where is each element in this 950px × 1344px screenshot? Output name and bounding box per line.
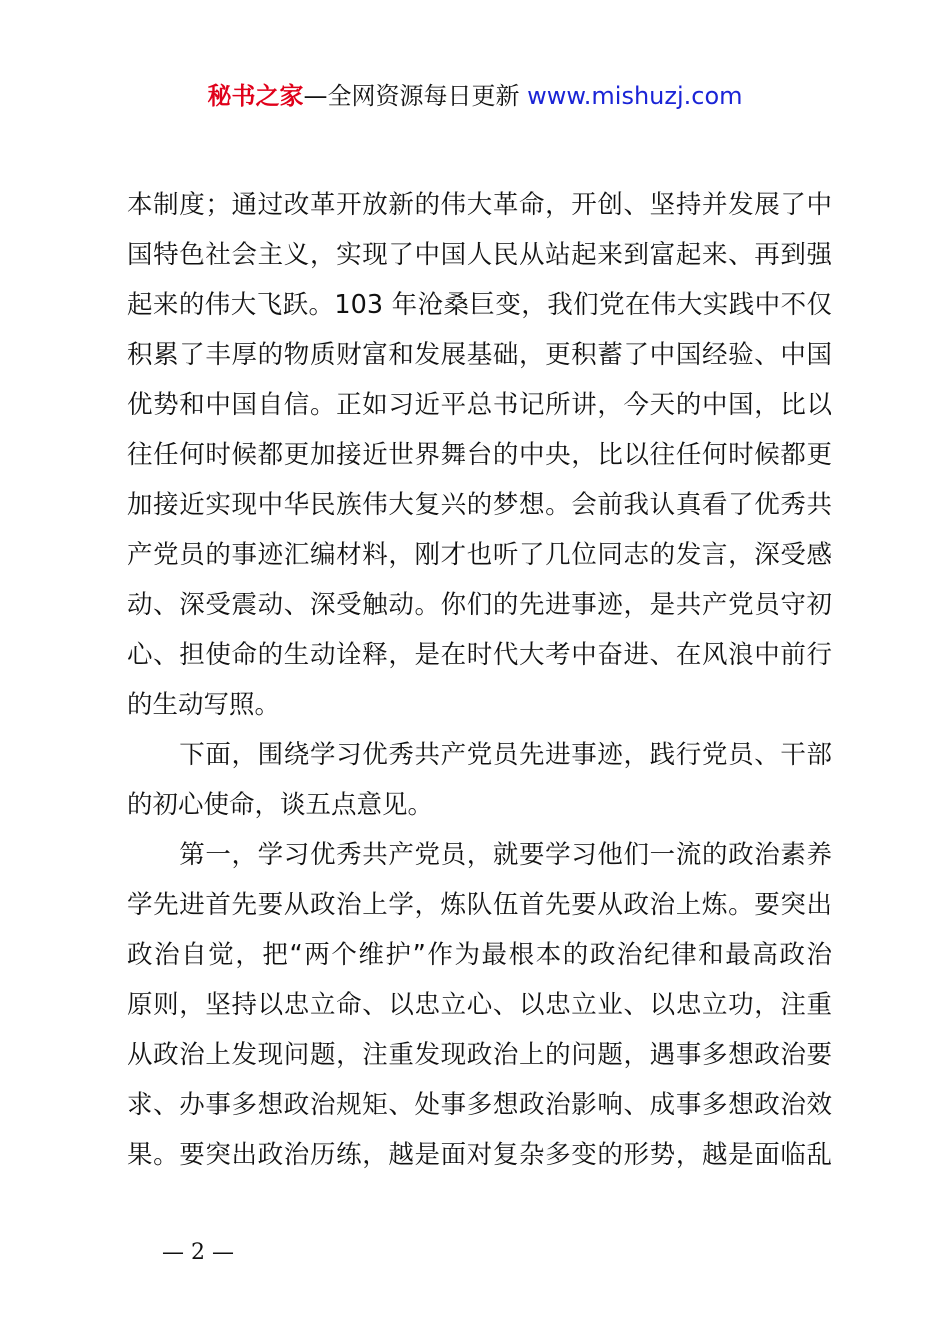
site-tagline: —全网资源每日更新 — [303, 82, 520, 110]
body-line: 往任何时候都更加接近世界舞台的中央，比以往任何时候都更 — [127, 440, 832, 470]
body-line: 优势和中国自信。正如习近平总书记所讲，今天的中国，比以 — [127, 390, 832, 420]
site-brand: 秘书之家 — [207, 82, 304, 110]
body-line: 国特色社会主义，实现了中国人民从站起来到富起来、再到强 — [127, 240, 832, 270]
body-line: 求、办事多想政治规矩、处事多想政治影响、成事多想政治效 — [127, 1090, 832, 1120]
body-line: 起来的伟大飞跃。103 年沧桑巨变，我们党在伟大实践中不仅 — [127, 290, 832, 320]
body-line: 原则，坚持以忠立命、以忠立心、以忠立业、以忠立功，注重 — [127, 990, 832, 1020]
body-line: 的初心使命，谈五点意见。 — [127, 790, 434, 820]
body-line: 本制度；通过改革开放新的伟大革命，开创、坚持并发展了中 — [127, 190, 832, 220]
body-line: 下面，围绕学习优秀共产党员先进事迹，践行党员、干部 — [127, 740, 832, 770]
body-line: 积累了丰厚的物质财富和发展基础，更积蓄了中国经验、中国 — [127, 340, 832, 370]
document-body — [127, 180, 832, 1180]
body-line: 产党员的事迹汇编材料，刚才也听了几位同志的发言，深受感 — [127, 540, 832, 570]
site-watermark-header — [0, 80, 950, 112]
body-line: 政治自觉，把“两个维护”作为最根本的政治纪律和最高政治 — [127, 940, 832, 970]
body-line: 第一，学习优秀共产党员，就要学习他们一流的政治素养 — [127, 840, 832, 870]
body-line: 加接近实现中华民族伟大复兴的梦想。会前我认真看了优秀共 — [127, 490, 832, 520]
page-number: — 2 — — [162, 1240, 234, 1265]
body-line: 心、担使命的生动诠释，是在时代大考中奋进、在风浪中前行 — [127, 640, 832, 670]
body-line: 果。要突出政治历练，越是面对复杂多变的形势，越是面临乱 — [127, 1140, 832, 1170]
body-line: 学先进首先要从政治上学，炼队伍首先要从政治上炼。要突出 — [127, 890, 832, 920]
body-line: 动、深受震动、深受触动。你们的先进事迹，是共产党员守初 — [127, 590, 832, 620]
site-url[interactable]: www.mishuzj.com — [527, 82, 743, 110]
body-line: 从政治上发现问题，注重发现政治上的问题，遇事多想政治要 — [127, 1040, 832, 1070]
body-line: 的生动写照。 — [127, 690, 281, 720]
